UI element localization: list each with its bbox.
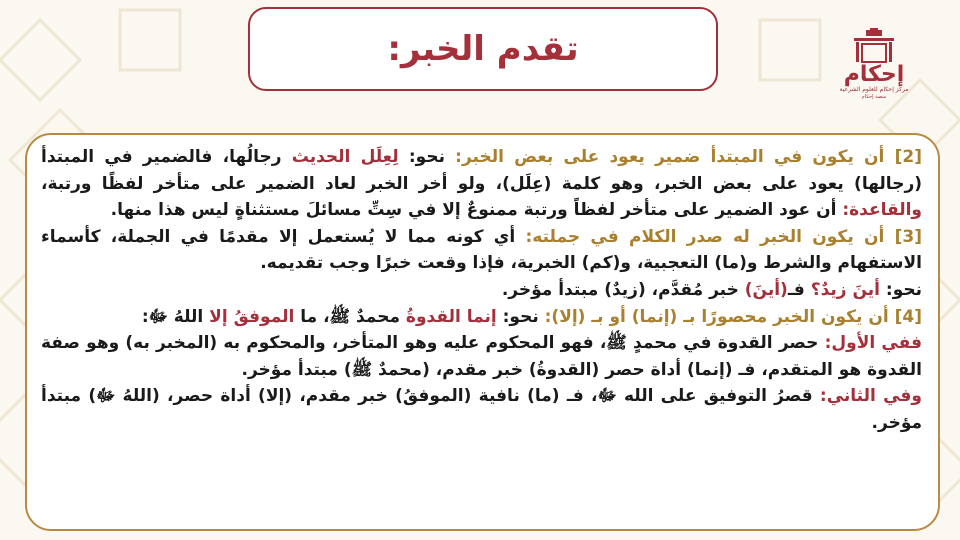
- paragraph-body: أي كونه مما لا يُستعمل إلا مقدمًا في الجملة، كأسماء الاستفهام والشرط و(ما) التعجبية، و(كم) الخبرية، فإذا وقعت خبرًا وجب تقديمه.: [41, 226, 922, 274]
- paragraph-point-3: [41, 224, 922, 277]
- logo: [839, 28, 909, 100]
- paragraph-second-case: [41, 383, 922, 436]
- point-heading: أن يكون الخبر له صدر الكلام في جملته:: [525, 226, 885, 247]
- paragraph-body: فالضمير في المبتدأ (رجالها) يعود على بعض الخبر، وهو كلمة (عِلَل)، ولو أخر الخبر لعاد الضمير على متأخر لفظًا ورتبة،: [41, 147, 922, 194]
- example-text: أينَ زيدٌ؟: [810, 279, 880, 300]
- example-text: إنما القدوةُ: [405, 306, 497, 327]
- logo-mark: [844, 28, 904, 64]
- example-label: نحو:: [502, 306, 539, 327]
- example-text: لِعِلَل الحديث: [291, 147, 399, 167]
- paragraph-example-3: [41, 277, 922, 304]
- point-heading: أن يكون الخبر محصورًا بـ (إنما) أو بـ (إلا):: [544, 306, 889, 327]
- rule-label: والقاعدة:: [842, 200, 922, 221]
- example-term: (أينَ): [744, 279, 788, 300]
- logo-emblem-icon: [844, 28, 904, 64]
- paragraph-body: قصرُ التوفيق على الله ﷻ، فـ (ما) نافية (الموفقُ) خبر مقدم، (إلا) أداة حصر، (اللهُ ﷻ) مبتدأ مؤخر.: [41, 386, 922, 433]
- point-number: [2]: [894, 147, 922, 167]
- example-tail: رجالُها،: [222, 147, 282, 167]
- content-box: [25, 133, 940, 531]
- example-tail: محمدٌ ﷺ،: [323, 306, 400, 327]
- paragraph-first-case: [41, 330, 922, 383]
- point-heading: أن يكون في المبتدأ ضمير يعود على بعض الخبر:: [455, 147, 885, 167]
- case-label: وفي الثاني:: [819, 386, 923, 407]
- page-title: تقدم الخبر:: [387, 29, 579, 69]
- logo-name: إحكام: [843, 62, 905, 87]
- rule-body: أن عود الضمير على متأخر لفظاً ورتبة ممنوعٌ إلا في سِتِّ مسائلَ مستثناةٍ ليس هذا منها.: [110, 200, 837, 221]
- example-tail: اللهُ ﷻ:: [141, 306, 204, 327]
- title-box: [248, 7, 718, 91]
- logo-tagline: منصة إحكام: [861, 94, 887, 100]
- example-negation: ما: [300, 306, 318, 327]
- paragraph-point-2: [41, 144, 922, 224]
- point-number: [4]: [894, 306, 922, 327]
- example-body: خبر مُقدَّم، (زيدٌ) مبتدأ مؤخر.: [501, 279, 739, 300]
- example-label: نحو:: [408, 147, 445, 167]
- example-body: فـ: [787, 279, 805, 300]
- paragraph-body: حصر القدوة في محمدٍ ﷺ، فهو المحكوم عليه وهو المتأخر، والمحكوم به (المخبر به) وهو صفة القدوة هو المتقدم، فـ (إنما) أداة حصر (القدوةُ) خبر مقدم، (محمدٌ ﷺ) مبتدأ مؤخر.: [41, 333, 922, 380]
- logo-subtitle: مركز إحكام للعلوم الشرعية: [839, 86, 909, 93]
- point-number: [3]: [894, 226, 923, 247]
- example-label: نحو:: [885, 279, 922, 300]
- case-label: ففي الأول:: [824, 333, 922, 354]
- paragraph-point-4: [41, 304, 922, 331]
- example-text: الموفقُ إلا: [209, 306, 295, 327]
